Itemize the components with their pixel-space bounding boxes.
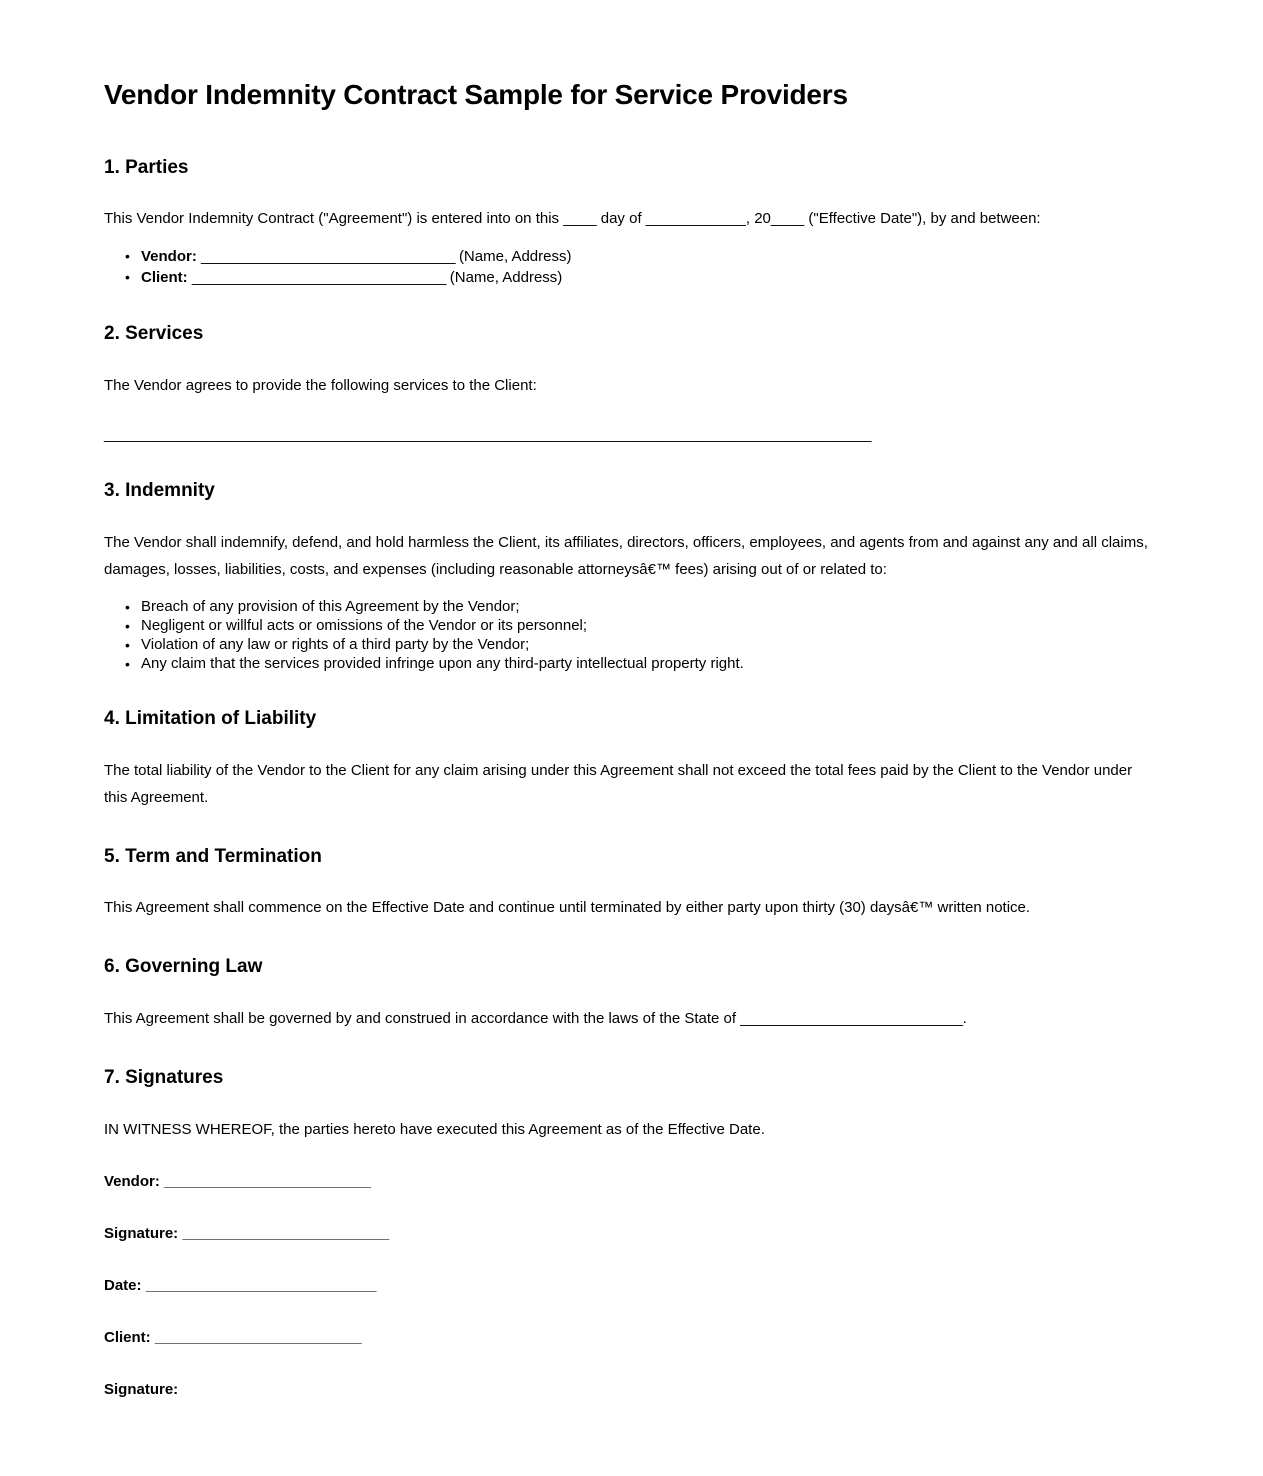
services-fill-rule: ____________________________________________________________________________________________ xyxy=(104,426,872,444)
section-indemnity xyxy=(104,479,1159,673)
signature-label-client-signature: Signature: xyxy=(104,1380,179,1398)
section-heading-limitation-of-liability: 4. Limitation of Liability xyxy=(104,707,317,729)
party-blank-client: ________________________________ xyxy=(191,269,450,287)
party-label-vendor: Vendor: xyxy=(141,248,202,266)
governing-law-text xyxy=(104,1005,1159,1032)
parties-intro-text: This Vendor Indemnity Contract ("Agreement") is entered into on this ____ day of ____________, 20____ ("Effective Date"), by and between: xyxy=(104,210,1041,228)
governing-law-prefix: This Agreement shall be governed by and construed in accordance with the laws of the State of xyxy=(104,1010,741,1028)
section-heading-term-and-termination: 5. Term and Termination xyxy=(104,845,322,867)
list-item: • Breach of any provision of this Agreement by the Vendor; xyxy=(141,597,1159,616)
section-heading-parties: 1. Parties xyxy=(104,156,189,178)
section-governing-law xyxy=(104,955,1159,1032)
signature-field-client-signature xyxy=(104,1379,1159,1401)
section-signatures xyxy=(104,1066,1159,1401)
term-intro-text: This Agreement shall commence on the Effective Date and continue until terminated by either party upon thirty (30) daysâ€™ written notice. xyxy=(104,899,1031,917)
section-heading-indemnity: 3. Indemnity xyxy=(104,480,215,502)
governing-law-blank: ____________________________ xyxy=(740,1010,963,1028)
signature-row xyxy=(104,1275,1159,1297)
section-heading-services: 2. Services xyxy=(104,323,204,345)
services-intro-text: The Vendor agrees to provide the following services to the Client: xyxy=(104,377,537,395)
signature-label-client: Client: xyxy=(104,1328,155,1346)
signatures-intro-text: IN WITNESS WHEREOF, the parties hereto have executed this Agreement as of the Effective Date. xyxy=(104,1120,765,1138)
governing-law-suffix: . xyxy=(962,1010,967,1028)
party-note-client: (Name, Address) xyxy=(449,269,563,287)
signature-label-vendor: Vendor: xyxy=(104,1172,165,1190)
indemnity-intro-text: The Vendor shall indemnify, defend, and hold harmless the Client, its affiliates, directors, officers, employees, and agents from and against any and all claims, damages, losses, liabilities, costs, and expenses (including reasonable attorneysâ€™ fees) arising out of or related to: xyxy=(104,533,1148,578)
party-note-vendor: (Name, Address) xyxy=(458,248,572,266)
signature-field-vendor-signature xyxy=(104,1223,1159,1245)
list-item xyxy=(141,246,1159,267)
signature-row xyxy=(104,1327,1159,1349)
section-term-and-termination xyxy=(104,845,1159,922)
signature-blank-vendor: __________________________ xyxy=(164,1172,371,1190)
signature-field-date xyxy=(104,1275,1159,1297)
signature-field-client xyxy=(104,1327,1159,1349)
section-heading-governing-law: 6. Governing Law xyxy=(104,956,263,978)
list-item: • Negligent or willful acts or omissions of the Vendor or its personnel; xyxy=(141,616,1159,635)
signature-blank-date: _____________________________ xyxy=(145,1276,377,1294)
section-heading-signatures: 7. Signatures xyxy=(104,1067,224,1089)
section-services xyxy=(104,322,1159,445)
party-blank-vendor: ________________________________ xyxy=(201,248,459,266)
section-parties xyxy=(104,156,1159,289)
signature-label-date: Date: xyxy=(104,1276,146,1294)
list-item: • Any claim that the services provided infringe upon any third-party intellectual property right. xyxy=(141,654,1159,673)
limitation-intro-text: The total liability of the Vendor to the Client for any claim arising under this Agreement shall not exceed the total fees paid by the Client to the Vendor under this Agreement. xyxy=(104,761,1133,806)
indemnity-list xyxy=(104,597,1159,673)
signature-row xyxy=(104,1171,1159,1193)
signature-blank-client: __________________________ xyxy=(154,1328,362,1346)
signature-field-vendor xyxy=(104,1171,1159,1193)
parties-list xyxy=(104,246,1159,288)
signature-label-vendor-signature: Signature: xyxy=(104,1224,183,1242)
page-title: Vendor Indemnity Contract Sample for Service Providers xyxy=(104,79,848,110)
list-item: • Violation of any law or rights of a third party by the Vendor; xyxy=(141,635,1159,654)
signature-row xyxy=(104,1379,1159,1401)
party-label-client: Client: xyxy=(141,269,192,287)
signature-blank-vendor-signature: __________________________ xyxy=(182,1224,389,1242)
signature-row xyxy=(104,1223,1159,1245)
list-item xyxy=(141,267,1159,288)
section-limitation-of-liability xyxy=(104,707,1159,811)
